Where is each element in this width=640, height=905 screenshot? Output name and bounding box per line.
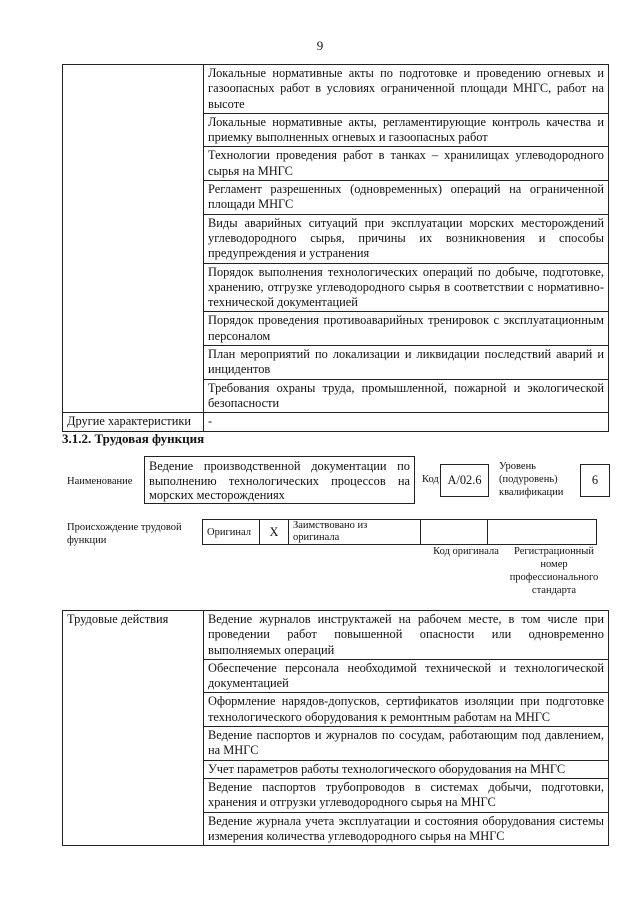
labor-action-item: Ведение паспортов трубопроводов в системах добычи, подготовки, хранения и отгрузки углеводородного сырья на МНГС [204,778,609,812]
knowledge-item: План мероприятий по локализации и ликвидации последствий аварий и инцидентов [204,346,609,380]
table-row [203,520,597,545]
page-number: 9 [316,38,324,53]
knowledge-item: Локальные нормативные акты, регламентирующие контроль качества и приемку выполненных огневых и газоопасных работ [204,113,609,147]
labor-actions-table [62,610,609,846]
knowledge-label-cell [63,65,204,413]
function-code: A/02.6 [440,464,489,497]
knowledge-item: Порядок выполнения технологических операций по добыче, подготовке, хранению, отгрузке углеводородного сырья в соответствии с нормативно-технической документацией [204,263,609,312]
table-row [63,413,609,431]
labor-action-item: Ведение журнала учета эксплуатации и состояния оборудования системы измерения количества углеводородного сырья на МНГС [204,812,609,846]
knowledge-item: Локальные нормативные акты по подготовке и проведению огневых и газоопасных работ в условиях ограниченной площади МНГС, работ на высоте [204,65,609,114]
name-label: Наименование [67,476,133,487]
original-label: Оригинал [203,520,260,545]
labor-action-item: Учет параметров работы технологического оборудования на МНГС [204,760,609,778]
labor-actions-label: Трудовые действия [63,611,204,846]
origin-section [62,519,612,599]
knowledge-item: Технологии проведения работ в танках – хранилищах углеводородного сырья на МНГС [204,147,609,181]
table-row [63,65,609,114]
registration-number-label: Регистрационный номер профессионального стандарта [509,546,599,596]
labor-action-item: Оформление нарядов-допусков, сертификатов изоляции при подготовке технологического оборудования к ремонтным работам на МНГС [204,693,609,727]
function-header [62,456,612,504]
borrowed-label: Заимствовано из оригинала [289,520,421,545]
knowledge-table [62,64,609,432]
knowledge-item: Требования охраны труда, промышленной, пожарной и экологической безопасности [204,379,609,413]
registration-number-cell [488,520,597,545]
function-name: Ведение производственной документации по выполнению технологических процессов на морских месторождениях [144,456,415,504]
origin-table [202,519,597,545]
knowledge-item: Регламент разрешенных (одновременных) операций на ограниченной площади МНГС [204,181,609,215]
code-label: Код [422,474,439,485]
labor-action-item: Обеспечение персонала необходимой технической и технологической документацией [204,659,609,693]
original-code-cell [421,520,488,545]
other-characteristics-value: - [204,413,609,431]
section-title: 3.1.2. Трудовая функция [62,431,205,446]
other-characteristics-label: Другие характеристики [63,413,204,431]
origin-label: Происхождение трудовой функции [67,522,182,546]
labor-action-item: Ведение журналов инструктажей на рабочем месте, в том числе при проведении работ повышенной опасности или одновременно выполняемых операций [204,611,609,660]
original-code-label: Код оригинала [433,546,499,557]
knowledge-item: Порядок проведения противоаварийных тренировок с эксплуатационным персоналом [204,312,609,346]
level-label: Уровень (подуровень) квалификации [499,461,564,498]
qualification-level: 6 [580,464,610,497]
table-row [63,611,609,660]
knowledge-item: Виды аварийных ситуаций при эксплуатации морских месторождений углеводородного сырья, причины их возникновения и способы предупреждения и устранения [204,214,609,263]
original-mark: X [260,520,289,545]
labor-action-item: Ведение паспортов и журналов по сосудам, работающим под давлением, на МНГС [204,727,609,761]
